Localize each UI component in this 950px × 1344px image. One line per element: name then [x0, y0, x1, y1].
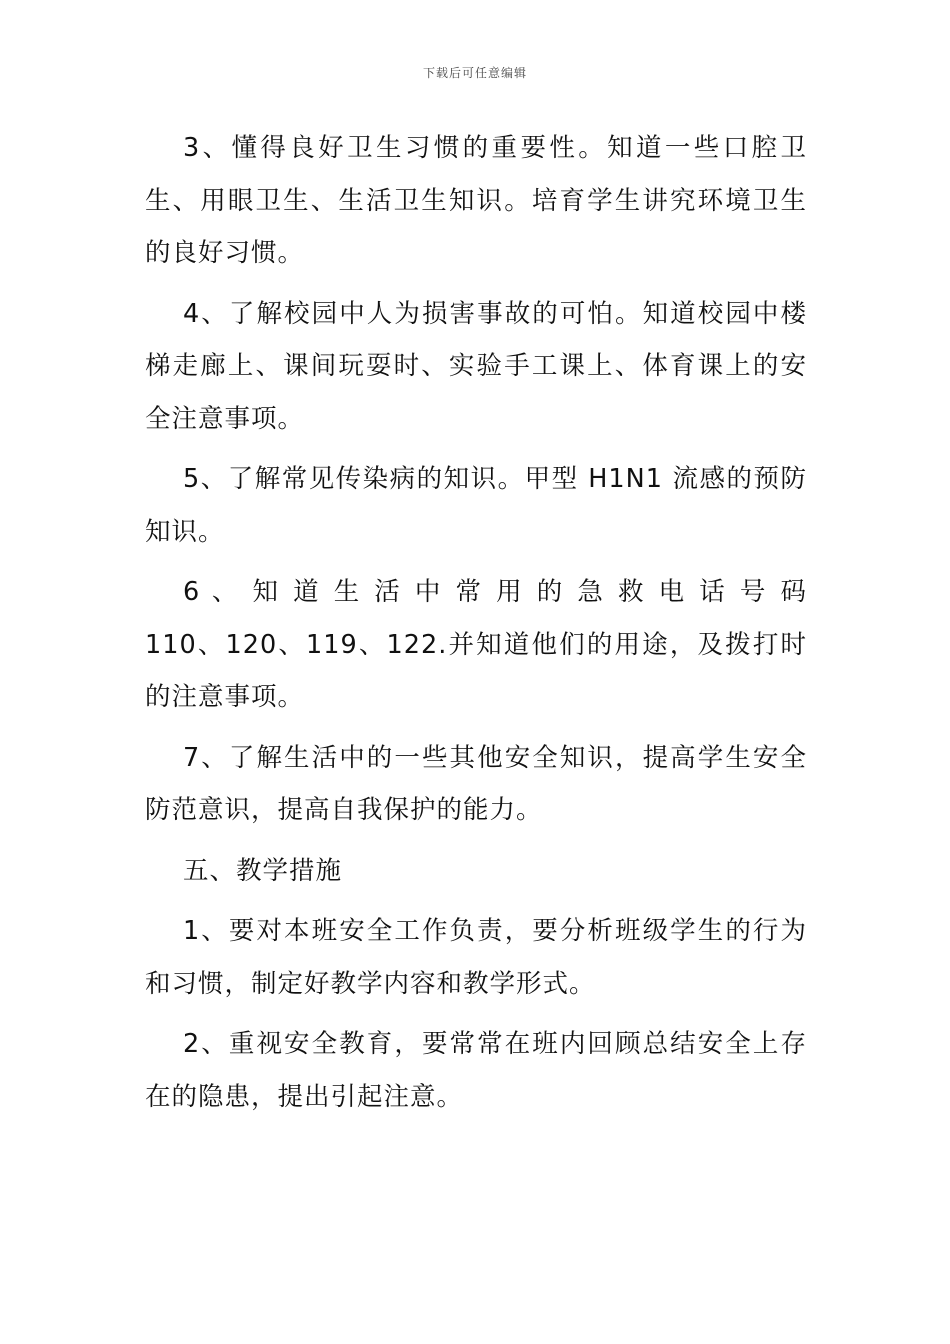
page-header: 下载后可任意编辑	[422, 66, 527, 80]
paragraph-6: 6 、 知 道 生 活 中 常 用 的 急 救 电 话 号 码 110、120、119、122.并知道他们的用途，及拨打时的注意事项。	[145, 577, 807, 712]
paragraph-5: 5、了解常见传染病的知识。甲型 H1N1 流感的预防知识。	[145, 464, 807, 547]
paragraph-7: 7、了解生活中的一些其他安全知识，提高学生安全防范意识，提高自我保护的能力。	[145, 742, 807, 825]
paragraph-3: 3、懂得良好卫生习惯的重要性。知道一些口腔卫生、用眼卫生、生活卫生知识。培育学生讲究环境卫生的良好习惯。	[145, 133, 807, 268]
section-heading: 五、教学措施	[183, 855, 343, 886]
measure-1: 1、要对本班安全工作负责，要分析班级学生的行为和习惯，制定好教学内容和教学形式。	[145, 916, 807, 999]
paragraph-4: 4、了解校园中人为损害事故的可怕。知道校园中楼梯走廊上、课间玩耍时、实验手工课上、体育课上的安全注意事项。	[145, 298, 807, 434]
measure-2: 2、重视安全教育，要常常在班内回顾总结安全上存在的隐患，提出引起注意。	[145, 1029, 807, 1112]
document-body	[145, 122, 807, 1131]
